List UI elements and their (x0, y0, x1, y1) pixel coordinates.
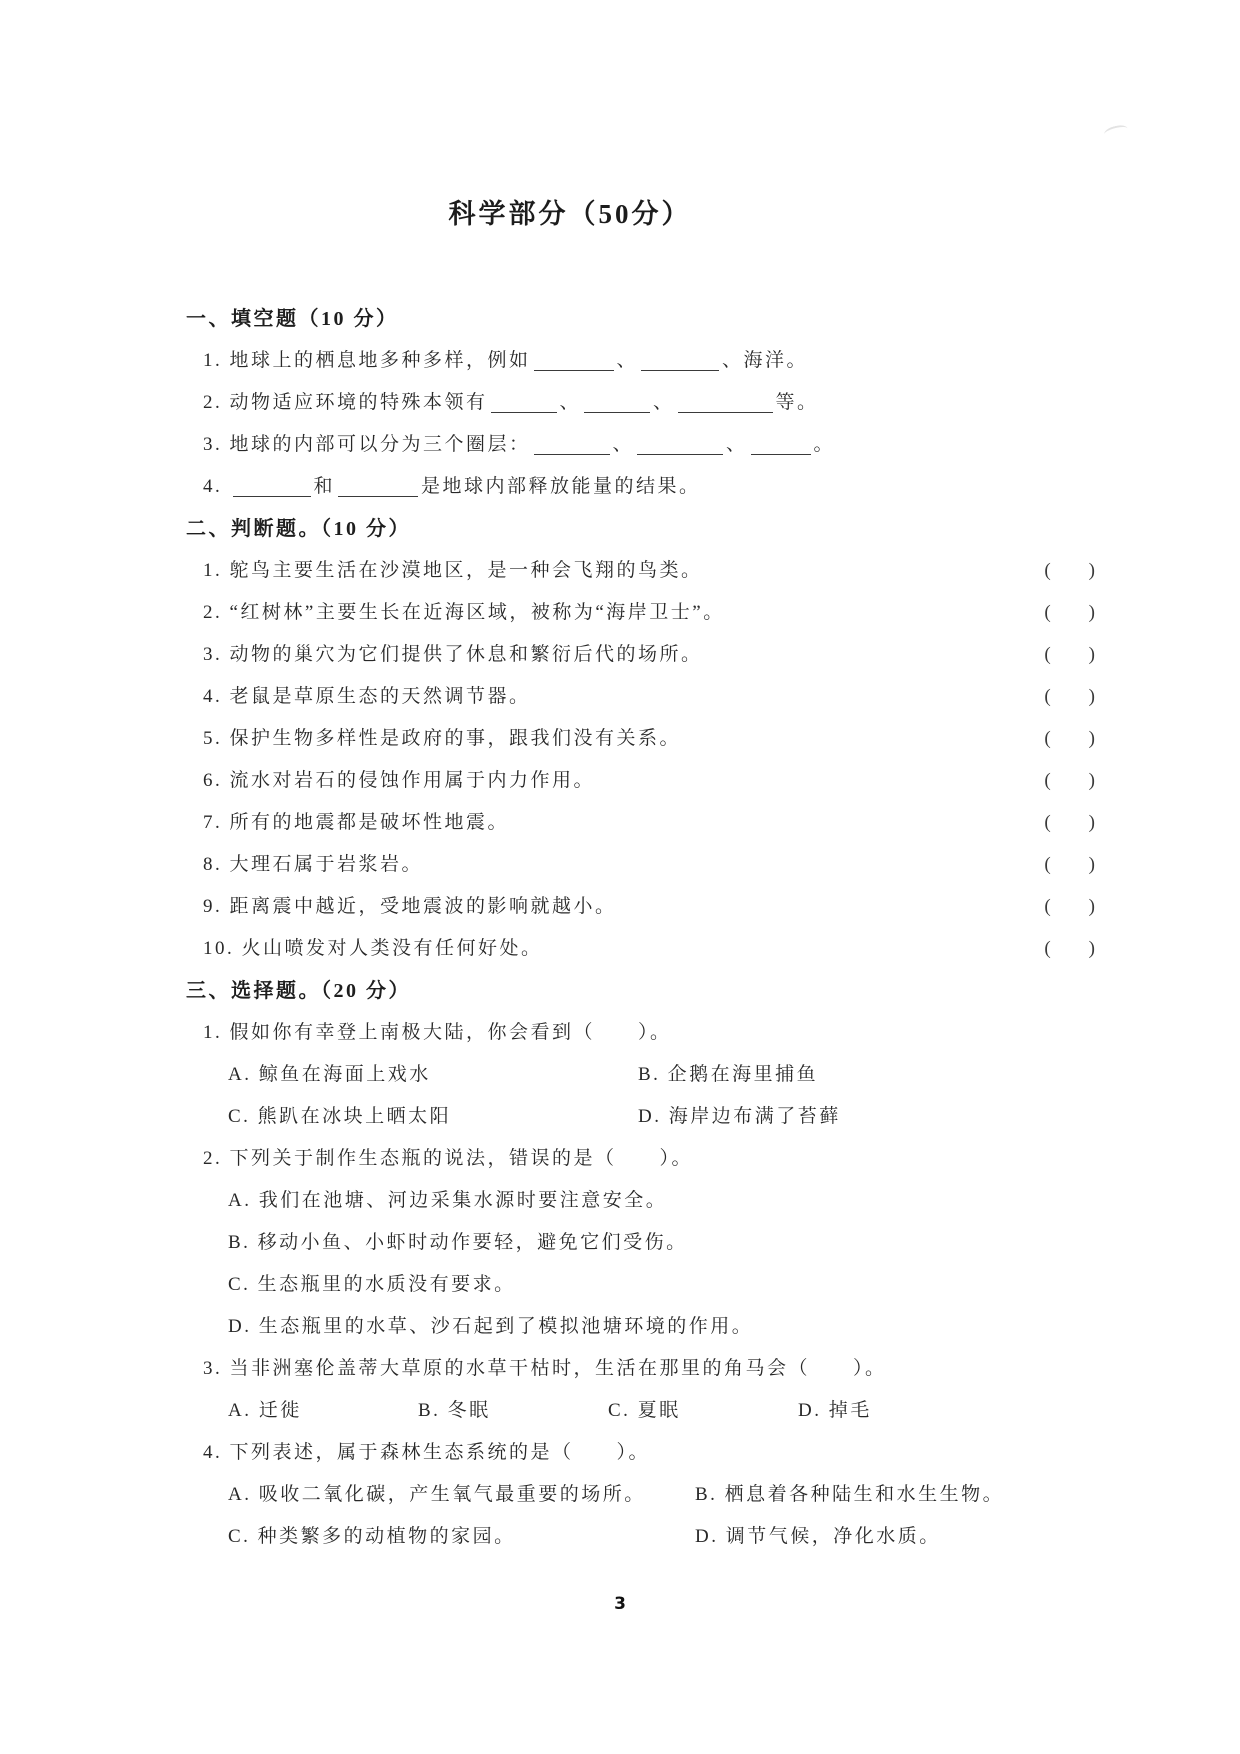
judge-question-text: 10. 火山喷发对人类没有任何好处。 (203, 938, 543, 959)
judge-question-7 (203, 802, 1095, 844)
answer-blank (641, 351, 719, 371)
choice-q4-options-row-2 (228, 1516, 1240, 1558)
answer-blank (751, 435, 811, 455)
fill-question-2 (203, 382, 1240, 424)
question-text: 是地球内部释放能量的结果。 (421, 476, 701, 497)
option-text: B. 移动小鱼、小虾时动作要轻，避免它们受伤。 (228, 1232, 688, 1253)
answer-paren: ( ) (1044, 770, 1095, 791)
judge-question-4 (203, 676, 1095, 718)
option-a (228, 1180, 1240, 1222)
question-text: 2. 动物适应环境的特殊本领有 (203, 392, 488, 413)
question-text: 、 (726, 434, 748, 455)
question-text: 。 (813, 434, 836, 455)
answer-paren: ( ) (1044, 602, 1095, 623)
answer-paren: ( ) (1044, 560, 1095, 581)
question-text: 、 (653, 392, 675, 413)
question-text: 、 (559, 392, 582, 413)
question-text: 、 (612, 434, 635, 455)
judge-question-6 (203, 760, 1095, 802)
answer-blank (233, 477, 311, 497)
option-d: D. 掉毛 (798, 1400, 872, 1421)
scan-artifact (1103, 123, 1129, 139)
option-b: B. 栖息着各种陆生和水生生物。 (695, 1484, 1005, 1505)
question-text: 、海洋。 (722, 350, 809, 371)
section-judge-heading: 二、判断题。（10 分） (186, 518, 411, 540)
answer-paren: ( ) (1044, 728, 1095, 749)
choice-q1-options-row-2 (228, 1096, 1240, 1138)
option-c (228, 1264, 1240, 1306)
option-b (228, 1222, 1240, 1264)
answer-paren: ( ) (1044, 644, 1095, 665)
judge-question-text: 6. 流水对岩石的侵蚀作用属于内力作用。 (203, 770, 596, 791)
judge-question-8 (203, 844, 1095, 886)
answer-blank (338, 477, 418, 497)
fill-question-4 (203, 466, 1240, 508)
choice-question-2 (203, 1138, 1240, 1180)
answer-paren: ( ) (1044, 896, 1095, 917)
option-text: D. 生态瓶里的水草、沙石起到了模拟池塘环境的作用。 (228, 1316, 754, 1337)
fill-question-1 (203, 340, 1240, 382)
answer-blank (584, 393, 650, 413)
answer-blank (637, 435, 723, 455)
question-text: 2. 下列关于制作生态瓶的说法，错误的是（ ）。 (203, 1148, 694, 1169)
question-text: 、 (616, 350, 639, 371)
option-c: C. 熊趴在冰块上晒太阳 (228, 1106, 452, 1127)
judge-question-text: 8. 大理石属于岩浆岩。 (203, 854, 424, 875)
judge-question-10 (203, 928, 1095, 970)
section-fill-heading: 一、填空题（10 分） (186, 308, 399, 330)
answer-paren: ( ) (1044, 686, 1095, 707)
judge-question-5 (203, 718, 1095, 760)
answer-blank (534, 435, 610, 455)
option-d: D. 海岸边布满了苔藓 (638, 1106, 841, 1127)
question-text: 1. 假如你有幸登上南极大陆，你会看到（ ）。 (203, 1022, 672, 1043)
option-d (228, 1306, 1240, 1348)
question-text: 3. 地球的内部可以分为三个圈层： (203, 434, 531, 455)
option-a: A. 吸收二氧化碳，产生氧气最重要的场所。 (228, 1484, 646, 1505)
choice-q4-options-row-1 (228, 1474, 1240, 1516)
question-text: 1. 地球上的栖息地多种多样，例如 (203, 350, 531, 371)
question-text: 3. 当非洲塞伦盖蒂大草原的水草干枯时，生活在那里的角马会（ ）。 (203, 1358, 887, 1379)
option-text: A. 我们在池塘、河边采集水源时要注意安全。 (228, 1190, 668, 1211)
option-b: B. 冬眠 (418, 1400, 491, 1421)
choice-question-4 (203, 1432, 1240, 1474)
judge-question-9 (203, 886, 1095, 928)
option-text: C. 生态瓶里的水质没有要求。 (228, 1274, 516, 1295)
page-number: 3 (614, 1594, 626, 1614)
option-b: B. 企鹅在海里捕鱼 (638, 1064, 819, 1085)
choice-q3-options-row (228, 1390, 1240, 1432)
judge-question-text: 7. 所有的地震都是破坏性地震。 (203, 812, 510, 833)
judge-question-text: 1. 鸵鸟主要生活在沙漠地区，是一种会飞翔的鸟类。 (203, 560, 703, 581)
judge-question-1 (203, 550, 1095, 592)
option-d: D. 调节气候，净化水质。 (695, 1526, 941, 1547)
question-text: 等。 (775, 392, 819, 413)
judge-question-text: 3. 动物的巢穴为它们提供了休息和繁衍后代的场所。 (203, 644, 703, 665)
option-a: A. 迁徙 (228, 1400, 302, 1421)
judge-question-text: 9. 距离震中越近，受地震波的影响就越小。 (203, 896, 617, 917)
choice-q1-options-row-1 (228, 1054, 1240, 1096)
fill-question-3 (203, 424, 1240, 466)
answer-paren: ( ) (1044, 854, 1095, 875)
option-c: C. 种类繁多的动植物的家园。 (228, 1526, 516, 1547)
answer-blank (491, 393, 557, 413)
judge-question-text: 2. “红树林”主要生长在近海区域，被称为“海岸卫士”。 (203, 602, 725, 623)
option-a: A. 鲸鱼在海面上戏水 (228, 1064, 431, 1085)
option-c: C. 夏眠 (608, 1400, 681, 1421)
question-text: 4. 下列表述，属于森林生态系统的是（ ）。 (203, 1442, 651, 1463)
page-title: 科学部分（50分） (448, 199, 692, 229)
answer-blank (534, 351, 614, 371)
judge-question-2 (203, 592, 1095, 634)
question-text: 和 (313, 476, 336, 497)
question-text: 4. (203, 476, 230, 497)
judge-question-text: 5. 保护生物多样性是政府的事，跟我们没有关系。 (203, 728, 682, 749)
answer-blank (678, 393, 773, 413)
answer-paren: ( ) (1044, 938, 1095, 959)
answer-paren: ( ) (1044, 812, 1095, 833)
section-choice-heading: 三、选择题。（20 分） (186, 980, 411, 1002)
judge-question-3 (203, 634, 1095, 676)
choice-question-3 (203, 1348, 1240, 1390)
judge-question-text: 4. 老鼠是草原生态的天然调节器。 (203, 686, 531, 707)
choice-question-1 (203, 1012, 1240, 1054)
